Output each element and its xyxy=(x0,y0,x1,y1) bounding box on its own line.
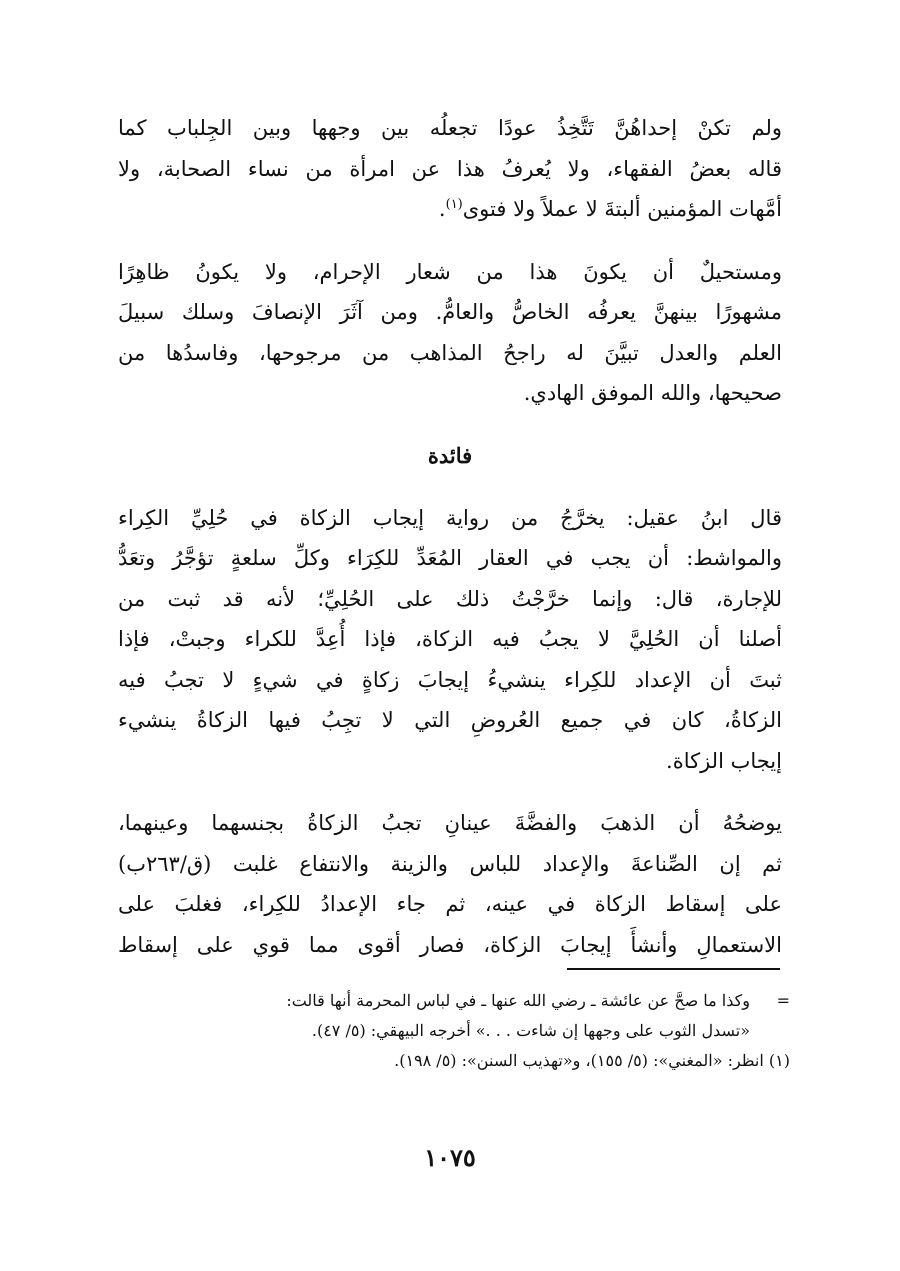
text-line: على إسقاط الزكاة في عينه، ثم جاء الإعدادُ للكِراء، فغلبَ على xyxy=(118,892,782,916)
text-line: ثبتَ أن الإعداد للكِراء ينشيءُ إيجابَ زكاةٍ في شيءٍ لا تجبُ فيه xyxy=(118,667,782,692)
text-line: أصلنا أن الحُلِيَّ لا يجبُ فيه الزكاة، فإذا أُعِدَّ للكراء وجبتْ، فإذا xyxy=(118,627,782,651)
paragraph-3 xyxy=(118,498,782,782)
paragraph-4 xyxy=(118,803,782,965)
text-line: يوضحُهُ أن الذهبَ والفضَّةَ عينانِ تجبُ الزكاةُ بجنسهما وعينهما، xyxy=(118,811,782,835)
page-number: ١٠٧٥ xyxy=(424,1143,476,1172)
footnote-text: وكذا ما صحَّ عن عائشة ـ رضي الله عنها ـ في لباس المحرمة أنها قالت: xyxy=(286,991,750,1010)
paragraph-1 xyxy=(118,108,782,230)
main-text xyxy=(118,108,782,965)
text-line: العلم والعدل تبيَّنَ له راجحُ المذاهب من مرجوحها، وفاسدُها من xyxy=(118,340,782,365)
footnote-1: (١) انظر: «المغني»: (٥/ ١٥٥)، و«تهذيب السنن»: (٥/ ١٩٨). xyxy=(394,1051,790,1070)
text-line: الزكاةُ، كان في جميع العُروضِ التي لا تجِبُ فيها الزكاةُ ينشيء xyxy=(118,708,782,732)
text-line: للإجارة، قال: وإنما خرَّجْتُ ذلك على الحُلِيِّ؛ لأنه قد ثبت من xyxy=(118,586,782,611)
text-line xyxy=(118,189,782,230)
text-line: قاله بعضُ الفقهاء، ولا يُعرفُ هذا عن امرأة من نساء الصحابة، ولا xyxy=(118,156,782,181)
section-heading: فائدة xyxy=(427,442,473,468)
continuation-mark: = xyxy=(776,991,790,1010)
text-line: ولم تكنْ إحداهُنَّ تَتَّخِذُ عودًا تجعلُه بين وجهها وبين الجِلباب كما xyxy=(118,116,782,140)
footnote-reference: (١) xyxy=(445,197,463,212)
footnotes xyxy=(100,986,790,1076)
text-line: ثم إن الصِّناعةَ والإعداد للباس والزينة والانتفاع غلبت (ق/٢٦٣ب) xyxy=(118,851,782,876)
text-line: ومستحيلٌ أن يكونَ هذا من شعار الإحرام، ولا يكونُ ظاهِرًا xyxy=(118,259,782,284)
paragraph-2 xyxy=(118,252,782,414)
footnote-continuation-line: «تسدل الثوب على وجهها إن شاءت . . .» أخرجه البيهقي: (٥/ ٤٧). xyxy=(311,1021,750,1040)
text-line: الاستعمالِ وأنشأَ إيجابَ الزكاة، فصار أقوى مما قوي على إسقاط xyxy=(118,932,782,957)
text-line: إيجاب الزكاة. xyxy=(666,748,782,773)
text-line: قال ابنُ عقيل: يخرَّجُ من رواية إيجاب الزكاة في حُلِيِّ الكِراء xyxy=(118,505,782,530)
text-fragment: . xyxy=(438,197,446,221)
text-line: صحيحها، والله الموفق الهادي. xyxy=(523,381,782,405)
footnote-continuation-line xyxy=(100,986,790,1016)
footnote-separator xyxy=(567,968,780,970)
text-fragment: أمَّهات المؤمنين ألبتةَ لا عملاً ولا فتوى xyxy=(462,197,782,221)
text-line: مشهورًا بينهنَّ يعرفُه الخاصُّ والعامُّ. ومن آثَرَ الإنصافَ وسلك سبيلَ xyxy=(118,300,782,324)
text-line: والمواشط: أن يجب في العقار المُعَدِّ للكِرَاء وكلِّ سلعةٍ تؤجَّرُ وتعَدُّ xyxy=(118,546,782,570)
